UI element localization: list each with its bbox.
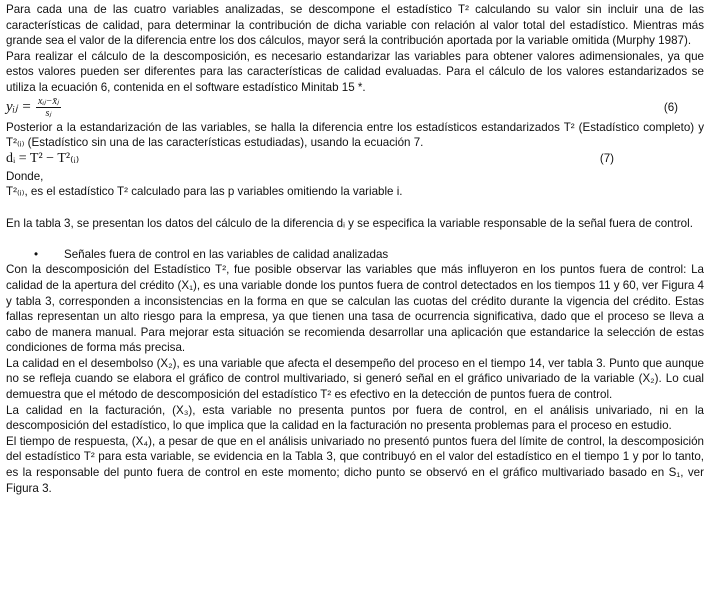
paragraph-definition: T²₍ᵢ₎, es el estadístico T² calculado para las p variables omitiendo la variable i. (6, 185, 403, 199)
equation-7-number: (7) (599, 151, 614, 165)
equation-6-numerator: xᵢⱼ−x̄ⱼ (38, 95, 59, 107)
paragraph-x4: El tiempo de respuesta, (X₄), a pesar de que en el análisis univariado no presentó puntos fuera del límite de control, la descomposición del estadístico T² para esta variable, se evidencia en la Tabla 3, que contribuyó en el valor del estadístico en el tiempo 1 y por lo tanto, es la responsable del punto fuera de control en este momento; dicho punto se observó en el gráfico multivariado basado en S₁, ver Figura 3. (6, 434, 704, 495)
paragraph-decomposition-intro: Para cada una de las cuatro variables analizadas, se descompone el estadístico T² calculando su valor sin incluir una de las características de calidad, para determinar la contribución de dicha variable con relación al valor total del estadístico. Mientras más grande sea el valor de la diferencia entre los dos cálculos, mayor será la contribución aportada por la variable omitida (Murphy 1987). (6, 3, 704, 48)
paragraph-where: Donde, (6, 169, 44, 183)
bullet-heading (6, 247, 704, 263)
bullet-heading-text: Señales fuera de control en las variables de calidad analizadas (64, 247, 389, 261)
equation-7-lhs: dᵢ = T² − T²₍ᵢ₎ (6, 150, 80, 166)
paragraph-standardization: Para realizar el cálculo de la descomposición, es necesario estandarizar las variables para obtener valores adimensionales, ya que estos valores pueden ser diferentes para las características de calidad evaluadas. Para el cálculo de los valores estandarizados se utiliza la ecuación 6, contenida en el software estadístico Minitab 15 *. (6, 49, 704, 94)
equation-6 (6, 96, 704, 120)
blank-line (6, 200, 704, 216)
equation-6-fraction (36, 96, 61, 119)
paragraph-x2: La calidad en el desembolso (X₂), es una variable que afecta el desempeño del proceso en el tiempo 14, ver tabla 3. Punto que aunque no se refleja cuando se elabora el gráfico de control multivariado, si generó señal en el gráfico univariado de la variable (X₂). Lo cual demuestra que el método de descomposición del estadístico T² es efectivo en la detección de puntos fuera de control. (6, 356, 704, 402)
paragraph-x3: La calidad en la facturación, (X₃), esta variable no presenta puntos por fuera de control, en el análisis univariado, ni en la descomposición del estadístico, lo que implica que la calidad en la facturación no presenta problemas para el proceso en estudio. (6, 403, 704, 433)
paragraph-x1: Con la descomposición del Estadístico T², fue posible observar las variables que más influyeron en los puntos fuera de control: La calidad de la apertura del crédito (X₁), es una variable donde los puntos fuera de control detectados en los tiempos 11 y 60, ver Figura 4 y tabla 3, corresponden a inconsistencias en la forma en que se calculan las cuotas del crédito durante la vigencia del crédito. Estas fallas representan un alto riesgo para la empresa, ya que tienen una tasa de ocurrencia significativa, dado que el proceso se lleva a cabo de manera manual. Para mejorar esta situación se recomienda desarrollar una aplicación que estandarice la selección de estas condiciones de forma más precisa. (6, 263, 704, 355)
equation-6-number: (6) (663, 100, 678, 114)
bullet-icon: • (34, 247, 39, 261)
paragraph-difference: Posterior a la estandarización de las variables, se halla la diferencia entre los estadísticos estandarizados T² (Estadístico completo) y T²₍ᵢ₎ (Estadístico sin una de las características estudiadas), usando la ecuación 7. (6, 120, 704, 150)
equation-6-lhs: yᵢⱼ = (6, 98, 32, 115)
blank-line (6, 231, 704, 247)
paragraph-table-3: En la tabla 3, se presentan los datos del cálculo de la diferencia dᵢ y se especifica la variable responsable de la señal fuera de control. (6, 216, 693, 230)
equation-7 (6, 151, 704, 169)
equation-6-denominator: sⱼ (45, 107, 52, 119)
